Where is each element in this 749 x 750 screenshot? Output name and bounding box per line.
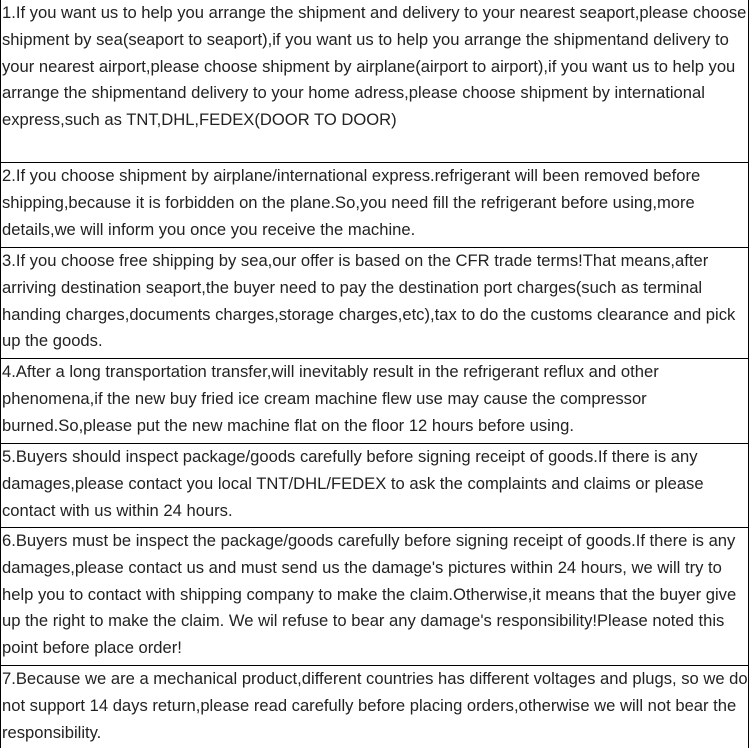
policy-item-5: 5.Buyers should inspect package/goods carefully before signing receipt of goods.If there is any damages,please contact you local TNT/DHL/FEDEX to ask the complaints and claims or please contact with us within 24 hours. [1,444,749,528]
policy-item-7: 7.Because we are a mechanical product,different countries has different voltages and plugs, so we do not support 14 days return,please read carefully before placing orders,otherwise we will not bear the responsibility. [1,666,749,749]
policy-row [1,528,749,666]
policy-item-6: 6.Buyers must be inspect the package/goods carefully before signing receipt of goods.If there is any damages,please contact us and must send us the damage's pictures within 24 hours, we will try to help you to contact with shipping company to make the claim.Otherwise,it means that the buyer give up the right to make the claim. We wil refuse to bear any damage's responsibility!Please noted this point before place order! [1,528,749,666]
policy-row [1,0,749,163]
policy-row [1,666,749,749]
policy-item-3: 3.If you choose free shipping by sea,our offer is based on the CFR trade terms!That means,after arriving destination seaport,the buyer need to pay the destination port charges(such as terminal handing charges,documents charges,storage charges,etc),tax to do the customs clearance and pick up the goods. [1,248,749,359]
policy-item-4: 4.After a long transportation transfer,will inevitably result in the refrigerant reflux and other phenomena,if the new buy fried ice cream machine flew use may cause the compressor burned.So,please put the new machine flat on the floor 12 hours before using. [1,359,749,444]
policy-row [1,248,749,359]
policy-row [1,163,749,248]
policy-row [1,444,749,528]
policy-row [1,359,749,444]
policy-item-2: 2.If you choose shipment by airplane/international express.refrigerant will been removed before shipping,because it is forbidden on the plane.So,you need fill the refrigerant before using,more details,we will inform you once you receive the machine. [1,163,749,248]
policy-item-1: 1.If you want us to help you arrange the shipment and delivery to your nearest seaport,please choose shipment by sea(seaport to seaport),if you want us to help you arrange the shipmentand delivery to your nearest airport,please choose shipment by airplane(airport to airport),if you want us to help you arrange the shipmentand delivery to your home adress,please choose shipment by international express,such as TNT,DHL,FEDEX(DOOR TO DOOR) [1,0,749,163]
